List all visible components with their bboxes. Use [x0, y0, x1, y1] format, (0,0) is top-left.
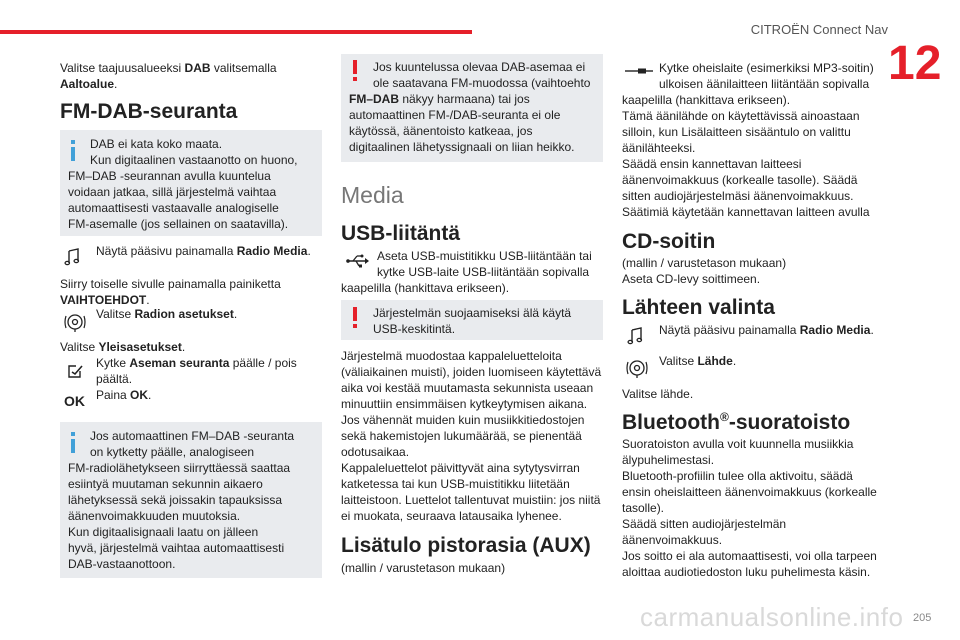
cd-text-line: Aseta CD-levy soittimeen.	[622, 272, 761, 286]
warning-box-usb-hub	[341, 300, 603, 340]
warn1-line: Jos kuuntelussa olevaa DAB-asemaa ei	[373, 60, 586, 74]
bt-text-line: Jos soitto ei ala automaattisesti, voi olla tarpeen	[622, 549, 877, 563]
usb-icon	[346, 254, 370, 268]
heading-usb: USB-liitäntä	[341, 222, 461, 245]
usb-text-line: kytke USB-laite USB-liitäntään sopivalla	[377, 265, 590, 279]
aux-text-line: Tämä äänilähde on käytettävissä ainoastaan	[622, 109, 860, 123]
usb-text-line: kaapelilla (hankittava erikseen).	[341, 281, 510, 295]
step-options-line1: Siirry toiselle sivulle painamalla painiketta	[60, 277, 281, 291]
aux-jack-icon	[624, 66, 654, 76]
usb-para-line: aika voi kestää muutamasta sekunnista useaan	[341, 381, 594, 395]
music-note-icon	[627, 327, 643, 345]
info-icon	[71, 140, 75, 144]
bt-text-line: Bluetooth-profiilin tulee olla aktivoitu, säädä	[622, 469, 853, 483]
usb-text-line: Aseta USB-muistitikku USB-liitäntään tai	[377, 249, 592, 263]
music-note-icon	[64, 248, 80, 266]
usb-para-line: Kappaleluettelot päivittyvät aina sytytysvirran	[341, 461, 580, 475]
dab-intro-line2: Aaltoalue.	[60, 77, 118, 91]
info2-line: DAB-vastaanottoon.	[68, 557, 176, 571]
edit-checkbox-icon	[67, 364, 83, 379]
bt-text-line: Säädä sitten audiojärjestelmän	[622, 517, 787, 531]
warn2-line: Järjestelmän suojaamiseksi älä käytä	[373, 306, 572, 320]
step-options-line2: VAIHTOEHDOT.	[60, 293, 150, 307]
heading-source-select: Lähteen valinta	[622, 296, 775, 319]
step-station-tracking-2: päältä.	[96, 372, 133, 386]
watermark: carmanualsonline.info	[640, 602, 904, 632]
cd-text-line: (mallin / varustetason mukaan)	[622, 256, 787, 270]
bt-text-line: aloittaa audiotiedoston luku puhelimesta käsin.	[622, 565, 871, 579]
aux-text-line: kaapelilla (hankittava erikseen).	[622, 93, 791, 107]
warn1-line: FM–DAB näkyy harmaana) tai jos	[349, 92, 530, 106]
aux-text-line: Kytke oheislaite (esimerkiksi MP3-soitin)	[659, 61, 874, 75]
source-step-main-page: Näytä pääsivu painamalla Radio Media.	[659, 323, 874, 337]
warn1-line: automaattinen FM-/DAB-seuranta ei ole	[349, 108, 561, 122]
dab-intro-line1: Valitse taajuusalueeksi DAB valitsemalla	[60, 61, 277, 75]
warn2-line: USB-keskitintä.	[373, 322, 456, 336]
step-main-page: Näytä pääsivu painamalla Radio Media.	[96, 244, 311, 258]
aux-subtitle: (mallin / varustetason mukaan)	[341, 561, 506, 575]
info-icon-bar	[71, 439, 75, 453]
info-icon	[71, 432, 75, 436]
usb-para-line: sekä hakemistojen lukumäärää, se pienentää	[341, 429, 582, 443]
source-step-choose: Valitse lähde.	[622, 387, 694, 401]
ok-icon: OK	[64, 393, 85, 409]
info2-line: lähetyksessä sekä joissakin tapauksissa	[68, 493, 283, 507]
info2-line: esiintyä muutaman sekunnin aikaero	[68, 477, 263, 491]
info1-line: voidaan jatkaa, sillä järjestelmä vaihtaa	[68, 185, 277, 199]
source-step-select: Valitse Lähde.	[659, 354, 737, 368]
aux-text-line: ulkoisen äänilaitteen liitäntään sopivalla	[659, 77, 870, 91]
usb-para-line: laitteistoon. Luettelot tallentuvat muistiin: jos niitä	[341, 493, 601, 507]
info-box-dab	[60, 130, 322, 236]
usb-para-line: katketessa tai kun USB-muistitikku liitetään	[341, 477, 570, 491]
step-station-tracking-1: Kytke Aseman seuranta päälle / pois	[96, 356, 297, 370]
chapter-number: 12	[888, 37, 942, 90]
bt-text-line: äänenvoimakkuus.	[622, 533, 723, 547]
warning-icon	[353, 307, 357, 321]
usb-para-line: (väliaikainen muisti), joiden luomiseen käytettävä	[341, 365, 602, 379]
step-press-ok: Paina OK.	[96, 388, 152, 402]
heading-aux: Lisätulo pistorasia (AUX)	[341, 534, 591, 557]
settings-radio-icon	[62, 310, 88, 332]
info2-line: äänenvoimakkuuden muutoksia.	[68, 509, 241, 523]
usb-para-line: Jos vähennät muiden kuin musiikkitiedostojen	[341, 413, 585, 427]
info-icon-bar	[71, 147, 75, 161]
step-general-settings: Valitse Yleisasetukset.	[60, 340, 186, 354]
info1-line: DAB ei kata koko maata.	[90, 137, 223, 151]
warning-box-dab-fm	[341, 54, 603, 162]
page-number: 205	[913, 612, 932, 624]
aux-text-line: sitten audiojärjestelmäsi äänenvoimakkuus.	[622, 189, 854, 203]
bt-text-line: tasolle).	[622, 501, 665, 515]
info1-line: FM-asemalle (jos sellainen on saatavilla).	[68, 217, 289, 231]
heading-cd: CD-soitin	[622, 230, 716, 253]
info2-line: FM-radiolähetykseen siirryttäessä saattaa	[68, 461, 291, 475]
warn1-line: ole saatavana FM-muodossa (vaihtoehto	[373, 76, 591, 90]
info-box-fm-dab-tracking	[60, 422, 322, 578]
bt-text-line: ensin oheislaitteen äänenvoimakkuus (korkealle	[622, 485, 877, 499]
info2-line: on kytketty päälle, analogiseen	[90, 445, 255, 459]
aux-text-line: Säätimiä käytetään kannettavan laitteen avulla	[622, 205, 870, 219]
usb-para-line: ei muokata, seuraava latausaika lyhenee.	[341, 509, 562, 523]
warn1-line: digitaalinen lähetyssignaali on liian heikko.	[349, 140, 575, 154]
info2-line: Kun digitaalisignaali laatu on jälleen	[68, 525, 259, 539]
warn1-line: käytössä, äänentoisto katkeaa, jos	[349, 124, 533, 138]
step-radio-settings: Valitse Radion asetukset.	[96, 307, 238, 321]
page-header-title: CITROËN Connect Nav	[750, 22, 888, 37]
info1-line: Kun digitaalinen vastaanotto on huono,	[90, 153, 298, 167]
usb-para-line: minuuttiin ensimmäisen kytkeytymisen aikana.	[341, 397, 588, 411]
info1-line: automaattisesti vastaavalle analogiselle	[68, 201, 279, 215]
aux-text-line: silloin, kun Lisälaitteen sisääntulo on valittu	[622, 125, 851, 139]
info2-line: hyvä, järjestelmä vaihtaa automaattisesti	[68, 541, 285, 555]
settings-radio-icon	[624, 356, 650, 378]
bt-text-line: älypuhelimestasi.	[622, 453, 715, 467]
warning-icon-dot	[353, 77, 357, 81]
warning-icon-dot	[353, 324, 357, 328]
usb-para-line: odotusaikaa.	[341, 445, 410, 459]
aux-text-line: Säädä ensin kannettavan laitteesi	[622, 157, 802, 171]
info2-line: Jos automaattinen FM–DAB -seuranta	[90, 429, 295, 443]
usb-para-line: Järjestelmä muodostaa kappaleluetteloita	[341, 349, 562, 363]
aux-text-line: äänilähteeksi.	[622, 141, 696, 155]
bt-text-line: Suoratoiston avulla voit kuunnella musiikkia	[622, 437, 854, 451]
heading-fm-dab: FM-DAB-seuranta	[60, 100, 238, 123]
heading-bluetooth: Bluetooth®-suoratoisto	[622, 410, 851, 434]
info1-line: FM–DAB -seurannan avulla kuuntelua	[68, 169, 271, 183]
header-red-bar	[0, 30, 472, 34]
aux-text-line: äänenvoimakkuus (korkealle tasolle). Säädä	[622, 173, 858, 187]
heading-media: Media	[341, 182, 404, 208]
warning-icon	[353, 60, 357, 74]
